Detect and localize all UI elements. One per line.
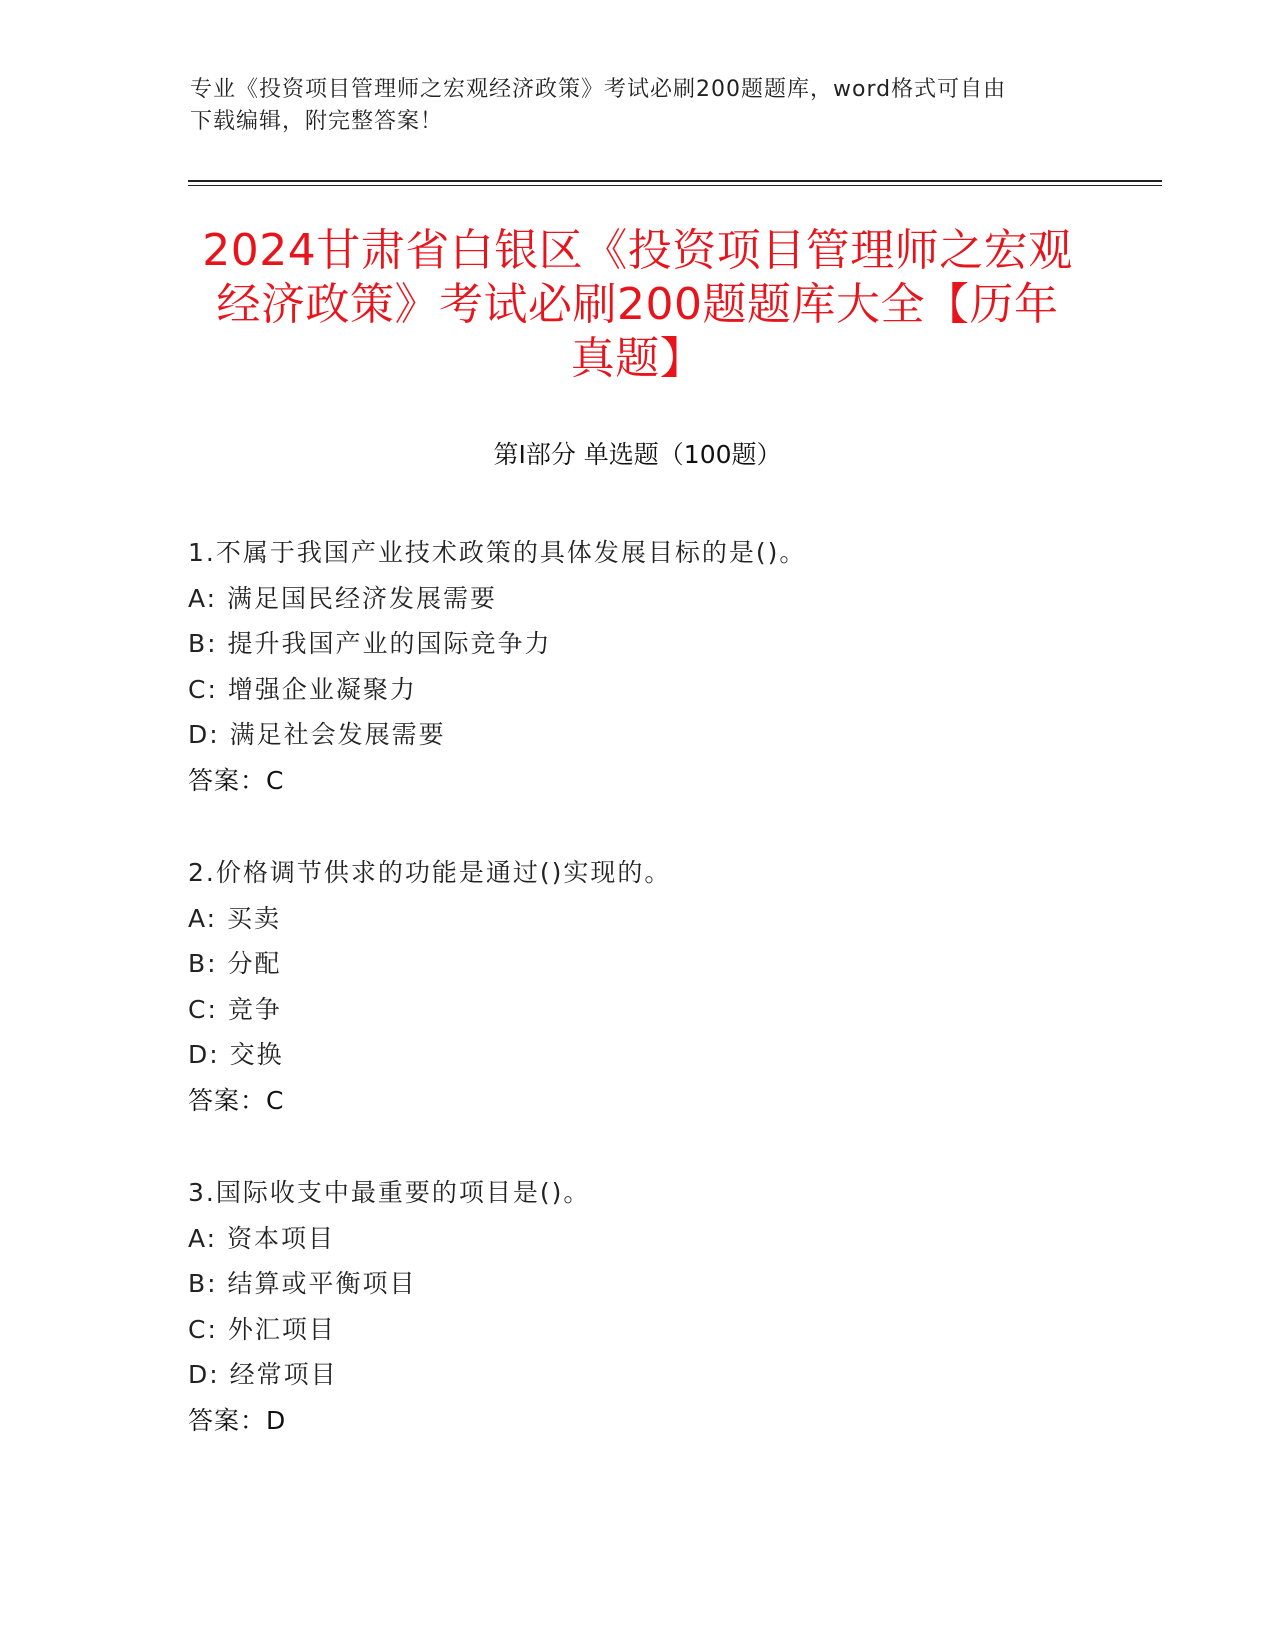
question-item [188, 530, 1148, 803]
header-note-line-1: 专业《投资项目管理师之宏观经济政策》考试必刷200题题库，word格式可自由 [190, 77, 1007, 102]
option-a: A: 买卖 [188, 903, 282, 933]
option-c: C: 增强企业凝聚力 [188, 674, 417, 704]
answer-line: 答案：C [188, 765, 285, 795]
option-c: C: 竞争 [188, 994, 282, 1024]
title-line-1: 2024甘肃省白银区《投资项目管理师之宏观 [202, 225, 1073, 276]
option-b: B: 分配 [188, 949, 282, 978]
header-divider [188, 180, 1162, 186]
title-line-3: 真题】 [570, 333, 705, 384]
option-d: D: 经常项目 [188, 1360, 338, 1389]
option-c: C: 外汇项目 [188, 1314, 336, 1344]
question-list [188, 530, 1148, 1490]
title-line-2: 经济政策》考试必刷200题题库大全【历年 [216, 279, 1059, 330]
option-a: A: 资本项目 [188, 1223, 336, 1253]
option-a: A: 满足国民经济发展需要 [188, 583, 498, 613]
option-b: B: 提升我国产业的国际竞争力 [188, 629, 552, 658]
question-item [188, 1170, 1148, 1443]
question-stem: 1.不属于我国产业技术政策的具体发展目标的是()。 [188, 538, 807, 567]
option-d: D: 满足社会发展需要 [188, 720, 446, 749]
question-stem: 2.价格调节供求的功能是通过()实现的。 [188, 858, 672, 887]
answer-line: 答案：C [188, 1085, 285, 1115]
header-note [190, 74, 1090, 138]
answer-line: 答案：D [188, 1405, 287, 1435]
document-title [150, 224, 1125, 386]
section-heading: 第Ⅰ部分 单选题（100题） [493, 440, 782, 469]
option-d: D: 交换 [188, 1040, 284, 1069]
question-item [188, 850, 1148, 1123]
option-b: B: 结算或平衡项目 [188, 1269, 417, 1298]
question-stem: 3.国际收支中最重要的项目是()。 [188, 1178, 591, 1207]
header-note-line-2: 下载编辑，附完整答案！ [190, 109, 444, 134]
